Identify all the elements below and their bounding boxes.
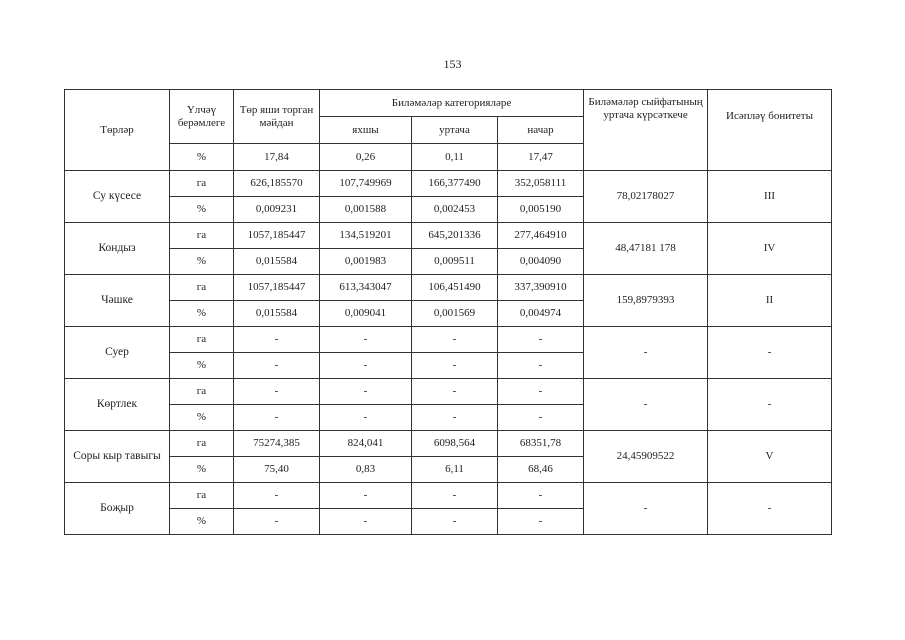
- bonitet-cell: -: [708, 379, 832, 431]
- header-species: Төрләр: [65, 90, 170, 171]
- pct-medium-cell: 6,11: [412, 457, 498, 483]
- pct-bad-cell: 68,46: [498, 457, 584, 483]
- ha-good-cell: 134,519201: [320, 223, 412, 249]
- species-name: Көртлек: [65, 379, 170, 431]
- species-name: Боҗыр: [65, 483, 170, 535]
- ha-area-cell: -: [234, 483, 320, 509]
- pct-bad-cell: -: [498, 509, 584, 535]
- avg-quality-cell: 48,47181 178: [584, 223, 708, 275]
- pct-bad-cell: 0,004090: [498, 249, 584, 275]
- pct-good-cell: -: [320, 509, 412, 535]
- table-row: [65, 223, 832, 249]
- pct-unit-cell: %: [170, 353, 234, 379]
- ha-unit-cell: га: [170, 223, 234, 249]
- ha-medium-cell: 645,201336: [412, 223, 498, 249]
- percent-row-area: 17,84: [234, 144, 320, 171]
- pct-unit-cell: %: [170, 509, 234, 535]
- header-area: Төр яши торган мәйдан: [234, 90, 320, 144]
- ha-bad-cell: -: [498, 483, 584, 509]
- pct-medium-cell: 0,001569: [412, 301, 498, 327]
- pct-unit-cell: %: [170, 405, 234, 431]
- pct-good-cell: -: [320, 405, 412, 431]
- ha-good-cell: 107,749969: [320, 171, 412, 197]
- ha-bad-cell: 68351,78: [498, 431, 584, 457]
- pct-bad-cell: -: [498, 353, 584, 379]
- pct-good-cell: 0,009041: [320, 301, 412, 327]
- ha-medium-cell: -: [412, 327, 498, 353]
- pct-bad-cell: -: [498, 405, 584, 431]
- header-bonitet: Исәпләү бонитеты: [708, 90, 832, 171]
- species-table: [64, 89, 832, 535]
- ha-area-cell: 75274,385: [234, 431, 320, 457]
- bonitet-cell: II: [708, 275, 832, 327]
- pct-area-cell: 0,015584: [234, 301, 320, 327]
- ha-bad-cell: 337,390910: [498, 275, 584, 301]
- ha-good-cell: -: [320, 327, 412, 353]
- pct-area-cell: 0,009231: [234, 197, 320, 223]
- ha-bad-cell: 352,058111: [498, 171, 584, 197]
- table-row: [65, 171, 832, 197]
- ha-bad-cell: 277,464910: [498, 223, 584, 249]
- ha-area-cell: -: [234, 327, 320, 353]
- avg-quality-cell: 159,8979393: [584, 275, 708, 327]
- pct-good-cell: 0,001588: [320, 197, 412, 223]
- pct-unit-cell: %: [170, 301, 234, 327]
- header-avg-quality: Биләмәләр сыйфатының уртача күрсәткече: [584, 90, 708, 171]
- header-categories: Биләмәләр категорияләре: [320, 90, 584, 117]
- avg-quality-cell: 24,45909522: [584, 431, 708, 483]
- pct-medium-cell: 0,009511: [412, 249, 498, 275]
- ha-good-cell: -: [320, 379, 412, 405]
- pct-area-cell: -: [234, 509, 320, 535]
- ha-unit-cell: га: [170, 327, 234, 353]
- ha-unit-cell: га: [170, 431, 234, 457]
- pct-area-cell: 0,015584: [234, 249, 320, 275]
- species-name: Соры кыр тавыгы: [65, 431, 170, 483]
- pct-bad-cell: 0,004974: [498, 301, 584, 327]
- ha-bad-cell: -: [498, 327, 584, 353]
- pct-unit-cell: %: [170, 249, 234, 275]
- table-row: [65, 483, 832, 509]
- pct-good-cell: 0,83: [320, 457, 412, 483]
- ha-medium-cell: 6098,564: [412, 431, 498, 457]
- ha-area-cell: 1057,185447: [234, 223, 320, 249]
- table-row: [65, 379, 832, 405]
- pct-medium-cell: -: [412, 509, 498, 535]
- pct-unit-cell: %: [170, 197, 234, 223]
- avg-quality-cell: 78,02178027: [584, 171, 708, 223]
- bonitet-cell: -: [708, 483, 832, 535]
- pct-medium-cell: -: [412, 353, 498, 379]
- ha-good-cell: -: [320, 483, 412, 509]
- percent-row-unit: %: [170, 144, 234, 171]
- ha-medium-cell: 166,377490: [412, 171, 498, 197]
- ha-unit-cell: га: [170, 275, 234, 301]
- ha-good-cell: 824,041: [320, 431, 412, 457]
- bonitet-cell: -: [708, 327, 832, 379]
- bonitet-cell: IV: [708, 223, 832, 275]
- pct-medium-cell: -: [412, 405, 498, 431]
- page-number: 153: [443, 57, 462, 71]
- avg-quality-cell: -: [584, 483, 708, 535]
- ha-bad-cell: -: [498, 379, 584, 405]
- bonitet-cell: III: [708, 171, 832, 223]
- ha-unit-cell: га: [170, 483, 234, 509]
- avg-quality-cell: -: [584, 327, 708, 379]
- species-name: Чәшке: [65, 275, 170, 327]
- header-unit: Үлчәү берәмлеге: [170, 90, 234, 144]
- ha-medium-cell: -: [412, 483, 498, 509]
- header-cat-bad: начар: [498, 117, 584, 144]
- table-row: [65, 275, 832, 301]
- pct-good-cell: 0,001983: [320, 249, 412, 275]
- ha-area-cell: -: [234, 379, 320, 405]
- header-cat-good: яхшы: [320, 117, 412, 144]
- ha-medium-cell: 106,451490: [412, 275, 498, 301]
- pct-area-cell: -: [234, 405, 320, 431]
- ha-medium-cell: -: [412, 379, 498, 405]
- pct-area-cell: 75,40: [234, 457, 320, 483]
- ha-area-cell: 1057,185447: [234, 275, 320, 301]
- percent-row-bad: 17,47: [498, 144, 584, 171]
- pct-medium-cell: 0,002453: [412, 197, 498, 223]
- pct-unit-cell: %: [170, 457, 234, 483]
- pct-good-cell: -: [320, 353, 412, 379]
- species-name: Суер: [65, 327, 170, 379]
- ha-unit-cell: га: [170, 379, 234, 405]
- ha-good-cell: 613,343047: [320, 275, 412, 301]
- table-row: [65, 327, 832, 353]
- pct-area-cell: -: [234, 353, 320, 379]
- percent-row-good: 0,26: [320, 144, 412, 171]
- species-name: Су күсесе: [65, 171, 170, 223]
- ha-area-cell: 626,185570: [234, 171, 320, 197]
- pct-bad-cell: 0,005190: [498, 197, 584, 223]
- percent-row-medium: 0,11: [412, 144, 498, 171]
- avg-quality-cell: -: [584, 379, 708, 431]
- species-name: Кондыз: [65, 223, 170, 275]
- ha-unit-cell: га: [170, 171, 234, 197]
- bonitet-cell: V: [708, 431, 832, 483]
- header-cat-medium: уртача: [412, 117, 498, 144]
- table-row: [65, 431, 832, 457]
